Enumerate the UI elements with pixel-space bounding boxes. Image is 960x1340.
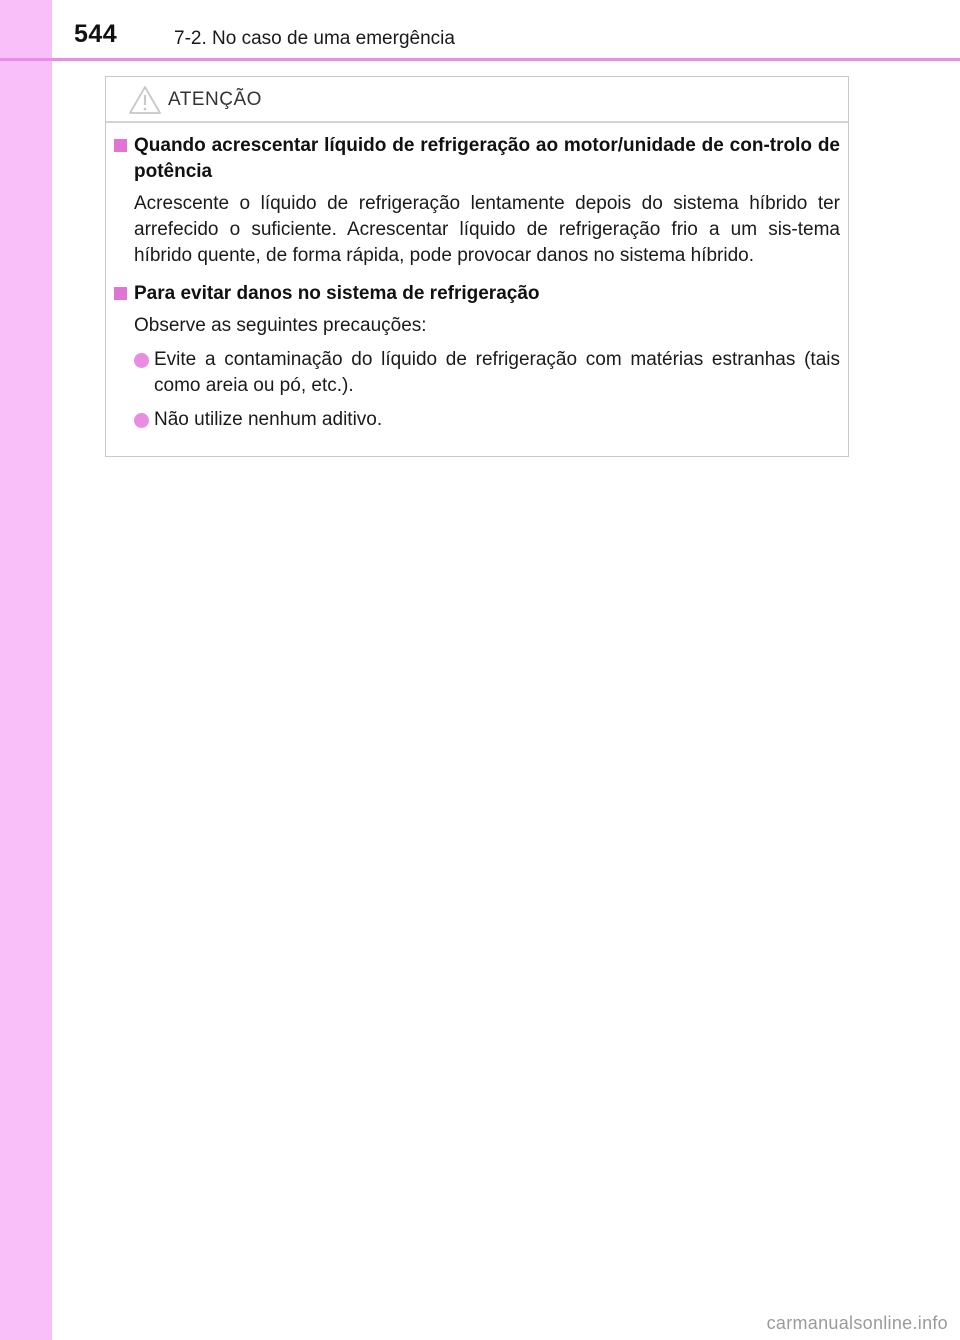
warning-content	[114, 133, 840, 433]
list-item-text: Não utilize nenhum aditivo.	[154, 409, 383, 430]
warning-triangle-icon	[128, 85, 162, 115]
page-number: 544	[74, 20, 118, 48]
warning-label: ATENÇÃO	[168, 89, 262, 110]
warning-divider	[106, 121, 848, 123]
item-paragraph: Acrescente o líquido de refrigeração lentamente depois do sistema híbrido ter arrefecido o suficiente. Acrescentar líquido de refrigeração frio a um sis-tema híbrido quente, de forma rápida, pode provocar danos no sistema híbrido.	[134, 193, 840, 266]
square-bullet-icon	[114, 139, 127, 152]
item-heading-text: Para evitar danos no sistema de refrigeração	[134, 283, 540, 304]
item-heading	[114, 133, 840, 185]
warning-header	[128, 85, 262, 115]
list-item-text: Evite a contaminação do líquido de refrigeração com matérias estranhas (tais como areia ou pó, etc.).	[154, 349, 840, 396]
header-rule	[0, 58, 960, 61]
page-header	[0, 0, 960, 60]
item-paragraph: Observe as seguintes precauções:	[134, 315, 427, 336]
list-item	[114, 347, 840, 399]
item-heading-text: Quando acrescentar líquido de refrigeração ao motor/unidade de con-trolo de potência	[134, 135, 840, 182]
round-bullet-icon	[134, 413, 149, 428]
square-bullet-icon	[114, 287, 127, 300]
item-heading	[114, 281, 840, 307]
side-color-band	[0, 0, 52, 1340]
warning-box	[105, 76, 849, 457]
round-bullet-icon	[134, 353, 149, 368]
section-title: 7-2. No caso de uma emergência	[174, 28, 455, 49]
list-item	[114, 407, 840, 433]
watermark: carmanualsonline.info	[766, 1313, 948, 1333]
